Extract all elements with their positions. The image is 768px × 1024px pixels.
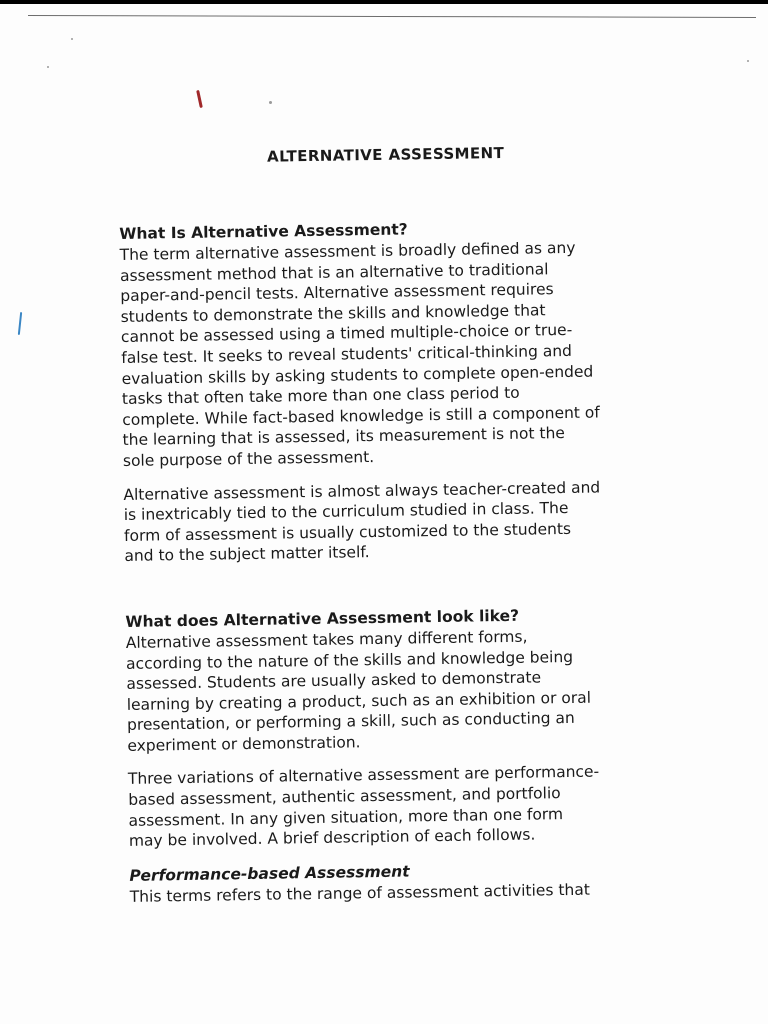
section-paragraph: Alternative assessment is almost always teacher-created and is inextricably tied to the curriculum studied in class. The form of assessment is usually customized to the students and to the subject matter itself. [123, 478, 601, 566]
document-title: ALTERNATIVE ASSESSMENT [266, 143, 505, 166]
scan-speck [747, 60, 749, 62]
scan-speck [71, 38, 73, 40]
section-paragraph: Three variations of alternative assessment are performance- based assessment, authentic assessment, and portfolio assessment. In any given situation, more than one form may be involved. A brief description of each follows. [127, 762, 600, 851]
section-paragraph: Alternative assessment takes many different forms, according to the nature of the skills and knowledge being assessed. Students are usually asked to demonstrate learning by creating a product, such as an exhibition or oral presentation, or performing a skill, such as conducting an experiment or demonstration. [125, 627, 592, 755]
scan-speck [269, 101, 272, 104]
section-paragraph: The term alternative assessment is broadly defined as any assessment method that is an alternative to traditional paper-and-pencil tests. Alternative assessment requires students to demonstrate the skills and knowledge that cannot be assessed using a timed multiple-choice or true- false test. It seeks to reveal students' critical-thinking and evaluation skills by asking students to complete open-ended tasks that often take more than one class period to complete. While fact-based knowledge is still a component of the learning that is assessed, its measurement is not the sole purpose of the assessment. [119, 238, 600, 470]
red-pen-mark [196, 90, 203, 108]
scan-speck [47, 66, 49, 68]
section-paragraph: This terms refers to the range of assessment activities that [129, 880, 591, 906]
scan-top-edge [0, 0, 768, 4]
scan-top-rule [28, 15, 756, 18]
section-heading: What Is Alternative Assessment? [119, 220, 408, 243]
section-heading: What does Alternative Assessment look like? [125, 606, 520, 631]
subsection-heading: Performance-based Assessment [129, 862, 410, 885]
blue-pen-mark [18, 312, 22, 335]
document-body [118, 139, 690, 907]
